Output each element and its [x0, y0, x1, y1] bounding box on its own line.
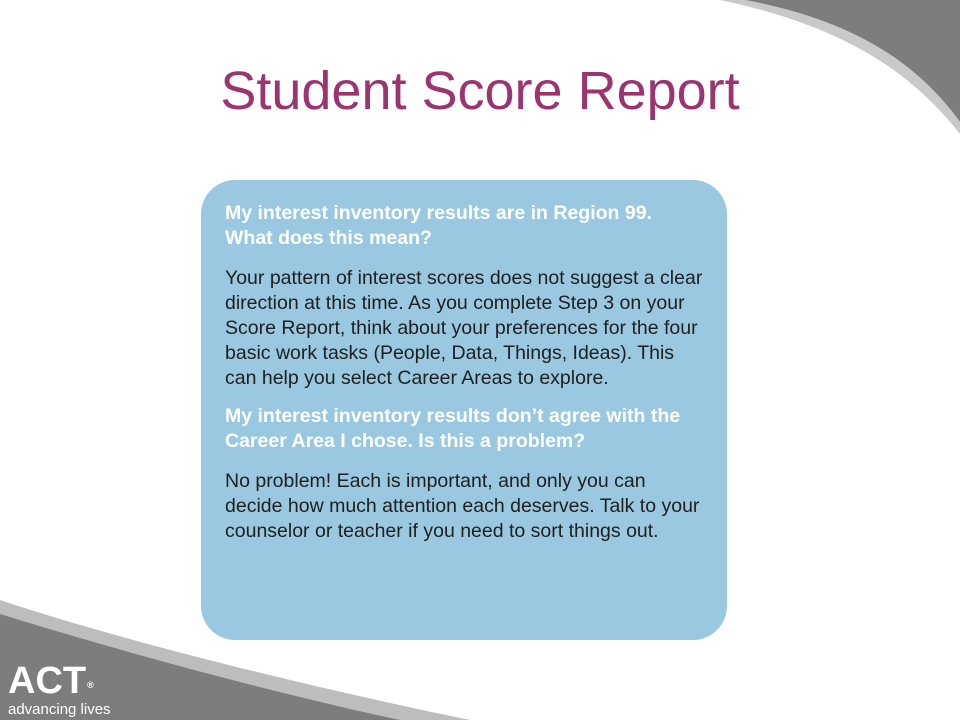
- faq-question-2: My interest inventory results don’t agree with the Career Area I chose. Is this a problem?: [225, 405, 681, 452]
- act-logo: [8, 662, 158, 718]
- act-logo-text: ACT: [8, 660, 87, 702]
- faq-answer-2: No problem! Each is important, and only you can decide how much attention each deserves. Talk to your counselor or teacher if you need to sort things out.: [225, 470, 700, 542]
- faq-answer-1: Your pattern of interest scores does not suggest a clear direction at this time. As you complete Step 3 on your Score Report, think about your preferences for the four basic work tasks (People, Data, Things, Ideas). This can help you select Career Areas to explore.: [225, 267, 703, 389]
- faq-question-1: My interest inventory results are in Region 99. What does this mean?: [225, 202, 652, 249]
- slide-title: Student Score Report: [220, 61, 740, 121]
- registered-mark: ®: [87, 680, 94, 690]
- faq-card: [201, 180, 727, 640]
- act-logo-tagline: advancing lives: [8, 701, 111, 718]
- act-logo-mark: [8, 662, 158, 700]
